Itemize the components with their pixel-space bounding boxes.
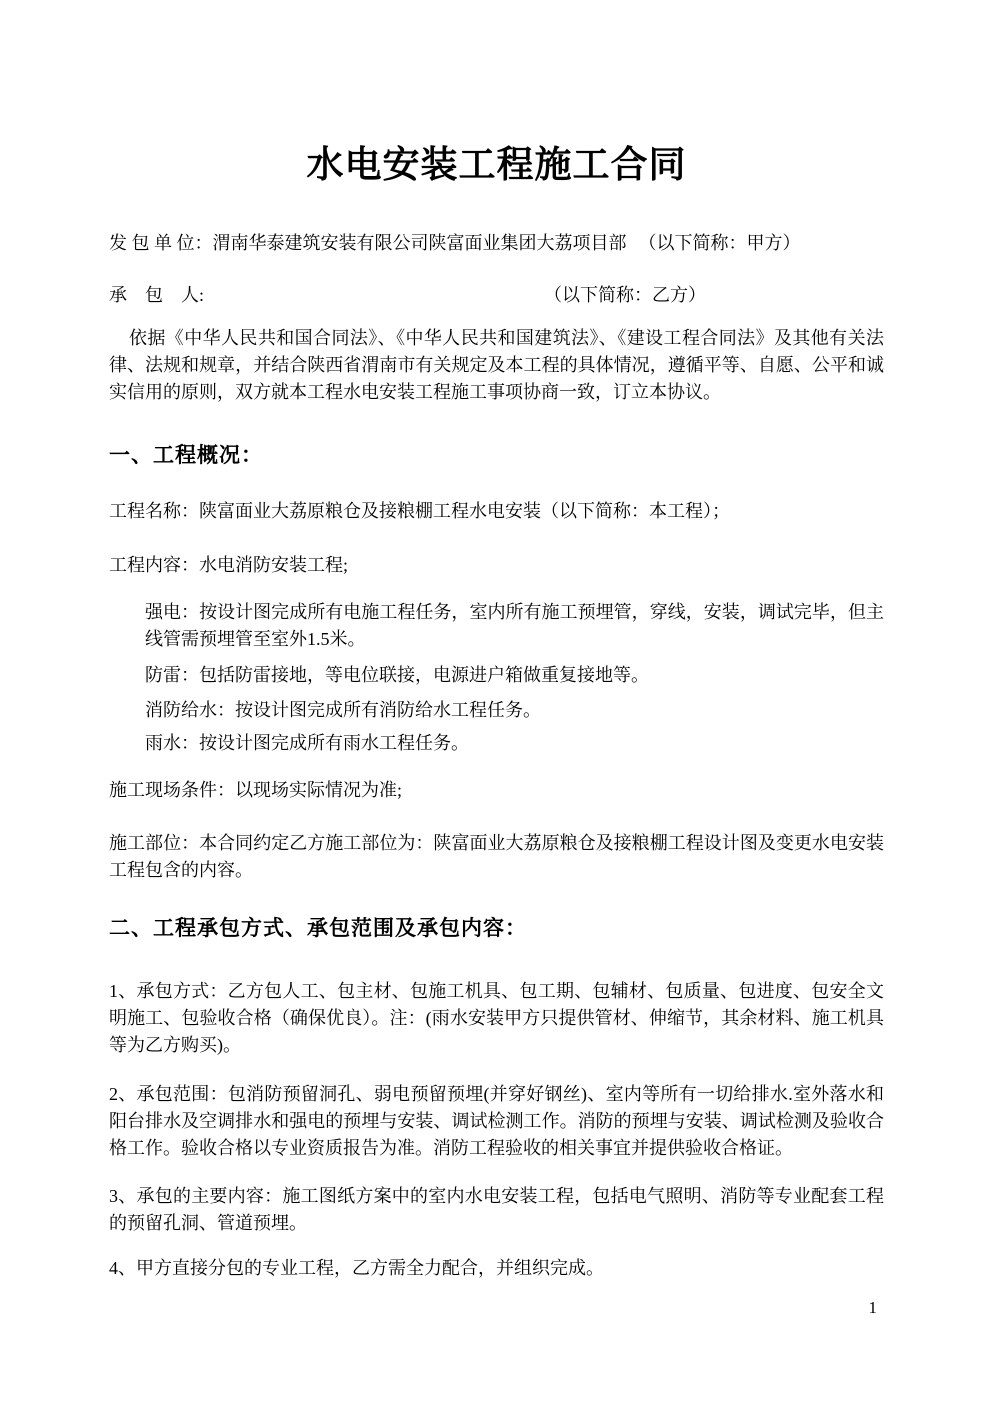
page-number: 1 [868, 1298, 877, 1317]
project-content-line: 工程内容：水电消防安装工程; [109, 555, 348, 575]
document-content [109, 140, 884, 1282]
sub-item-lightning-protection: 防雷：包括防雷接地，等电位联接，电源进户箱做重复接地等。 [145, 665, 649, 685]
contract-item-4: 4、甲方直接分包的专业工程，乙方需全力配合，并组织完成。 [109, 1258, 604, 1278]
sub-item-fire-water: 消防给水：按设计图完成所有消防给水工程任务。 [145, 700, 541, 720]
section-2-heading: 二、工程承包方式、承包范围及承包内容： [109, 916, 527, 940]
party-b-alias: （以下简称：乙方） [544, 285, 707, 305]
sub-item-strong-electric: 强电：按设计图完成所有电施工程任务，室内所有施工预埋管，穿线，安装，调试完毕，但主线管需预埋管至室外1.5米。 [145, 602, 884, 649]
document-title: 水电安装工程施工合同 [306, 145, 687, 186]
party-a-alias: （以下简称：甲方） [638, 233, 801, 253]
contract-item-2: 2、承包范围：包消防预留洞孔、弱电预留预埋(并穿好钢丝)、室内等所有一切给排水.室外落水和阳台排水及空调排水和强电的预埋与安装、调试检测工作。消防的预埋与安装、调试检测及验收合格工作。验收合格以专业资质报告为准。消防工程验收的相关事宜并提供验收合格证。 [109, 1084, 884, 1158]
contract-item-3: 3、承包的主要内容：施工图纸方案中的室内水电安装工程，包括电气照明、消防等专业配套工程的预留孔洞、管道预埋。 [109, 1186, 884, 1233]
party-b-label: 承 包 人: [109, 285, 205, 305]
party-a-value: 渭南华泰建筑安装有限公司陕富面业集团大荔项目部 [212, 233, 627, 253]
construction-part-paragraph: 施工部位：本合同约定乙方施工部位为：陕富面业大荔原粮仓及接粮棚工程设计图及变更水电安装工程包含的内容。 [109, 833, 884, 880]
party-a-line [109, 230, 884, 257]
section-1-heading: 一、工程概况： [109, 443, 263, 467]
contract-item-1: 1、承包方式：乙方包人工、包主材、包施工机具、包工期、包辅材、包质量、包进度、包安全文明施工、包验收合格（确保优良）。注：(雨水安装甲方只提供管材、伸缩节，其余材料、施工机具等为乙方购买)。 [109, 981, 884, 1055]
preamble-paragraph: 依据《中华人民共和国合同法》、《中华人民共和国建筑法》、《建设工程合同法》及其他有关法律、法规和规章，并结合陕西省渭南市有关规定及本工程的具体情况，遵循平等、自愿、公平和诚实信用的原则，双方就本工程水电安装工程施工事项协商一致，订立本协议。 [109, 328, 884, 402]
project-name-line: 工程名称：陕富面业大荔原粮仓及接粮棚工程水电安装（以下简称：本工程）； [109, 501, 730, 521]
sub-item-rain-water: 雨水：按设计图完成所有雨水工程任务。 [145, 733, 469, 753]
site-condition-line: 施工现场条件：以现场实际情况为准; [109, 780, 402, 800]
party-a-label: 发 包 单 位： [109, 233, 213, 253]
party-b-line [109, 282, 884, 309]
